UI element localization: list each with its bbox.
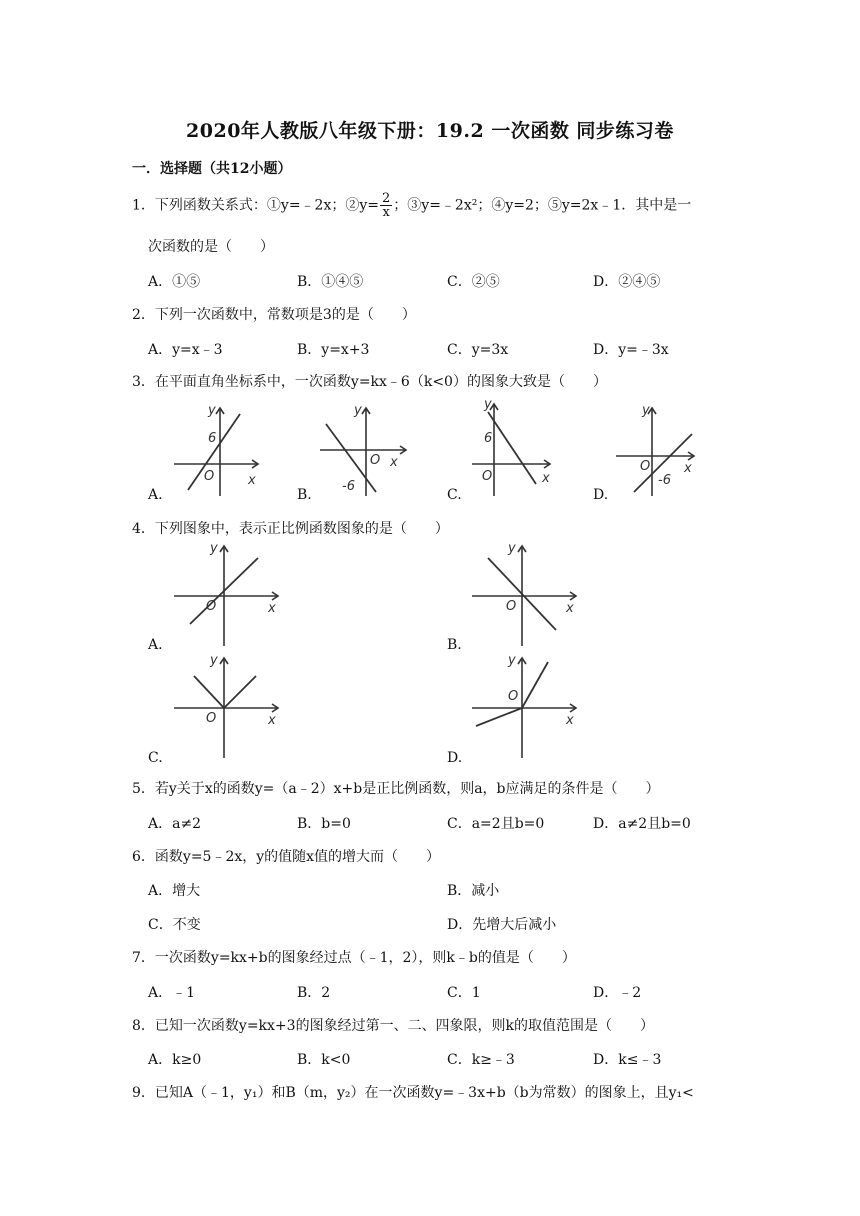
origin-label: O	[508, 689, 519, 704]
axis-y-label: y	[484, 397, 492, 412]
q7-option-d[interactable]: D．﹣2	[593, 985, 642, 1001]
q6-option-c[interactable]: C．不变	[148, 917, 201, 933]
q4-option-c[interactable]: C.	[148, 750, 163, 766]
question-5: 5．若y关于x的函数y=（a﹣2）x+b是正比例函数，则a，b应满足的条件是（ ）	[132, 781, 660, 797]
q5-option-c[interactable]: C．a=2且b=0	[447, 816, 545, 832]
question-8: 8．已知一次函数y=kx+3的图象经过第一、二、四象限，则k的取值范围是（ ）	[132, 1018, 655, 1034]
axis-x-label: x	[268, 601, 276, 616]
axis-y-label: y	[508, 653, 516, 668]
origin-label: O	[370, 453, 381, 468]
question-7: 7．一次函数y=kx+b的图象经过点（﹣1，2），则k﹣b的值是（ ）	[132, 950, 576, 966]
axis-x-label: x	[390, 455, 398, 470]
q5-option-d[interactable]: D．a≠2且b=0	[593, 816, 691, 832]
question-4: 4．下列图象中，表示正比例函数图象的是（ ）	[132, 521, 449, 537]
axis-x-label: x	[268, 713, 276, 728]
question-1	[132, 192, 691, 219]
axis-y-label: y	[642, 403, 650, 418]
origin-label: O	[204, 469, 215, 484]
origin-label: O	[482, 469, 493, 484]
question-1-line2: 次函数的是（ ）	[148, 239, 274, 255]
axis-y-label: y	[354, 403, 362, 418]
axis-x-label: x	[542, 471, 550, 486]
q3-option-a[interactable]: A.	[148, 487, 163, 503]
origin-label: O	[206, 711, 217, 726]
axis-y-label: y	[210, 653, 218, 668]
q4-graph-c	[172, 650, 292, 760]
question-2: 2．下列一次函数中，常数项是3的是（ ）	[132, 307, 416, 323]
q4-graph-b	[470, 538, 590, 648]
q4-option-b[interactable]: B.	[447, 637, 462, 653]
question-1-text-a: 1．下列函数关系式：①y=﹣2x；②y=	[132, 197, 379, 214]
fraction-numerator: 2	[382, 191, 391, 206]
q3-option-b[interactable]: B.	[297, 487, 312, 503]
intercept-label: -6	[342, 479, 355, 494]
q2-option-a[interactable]: A．y=x﹣3	[148, 342, 223, 358]
q1-option-b[interactable]: B．①④⑤	[297, 274, 364, 290]
q3-graph-c	[470, 394, 570, 498]
q4-graph-a	[172, 538, 292, 648]
q1-option-a[interactable]: A．①⑤	[148, 274, 201, 290]
intercept-label: 6	[208, 431, 217, 446]
q6-option-d[interactable]: D．先增大后减小	[447, 917, 557, 933]
q2-option-c[interactable]: C．y=3x	[447, 342, 509, 358]
q6-option-a[interactable]: A．增大	[148, 883, 201, 899]
q7-option-b[interactable]: B．2	[297, 985, 331, 1001]
axis-x-label: x	[684, 461, 692, 476]
q7-option-c[interactable]: C．1	[447, 985, 481, 1001]
q2-option-b[interactable]: B．y=x+3	[297, 342, 370, 358]
q3-option-d[interactable]: D.	[593, 487, 609, 503]
q6-option-b[interactable]: B．减小	[447, 883, 500, 899]
origin-label: O	[206, 599, 217, 614]
intercept-label: 6	[484, 431, 493, 446]
q1-option-c[interactable]: C．②⑤	[447, 274, 500, 290]
axis-x-label: x	[566, 713, 574, 728]
q8-option-a[interactable]: A．k≥0	[148, 1052, 202, 1068]
q3-graph-d	[612, 398, 712, 498]
q3-graph-b	[318, 398, 418, 498]
axis-x-label: x	[248, 473, 256, 488]
q8-option-c[interactable]: C．k≥﹣3	[447, 1052, 515, 1068]
q8-option-b[interactable]: B．k<0	[297, 1052, 351, 1068]
q3-graph-a	[170, 398, 270, 498]
fraction-denominator: x	[382, 205, 390, 220]
question-1-fraction	[380, 192, 392, 219]
question-1-text-b: ；③y=﹣2x²；④y=2；⑤y=2x﹣1．其中是一	[393, 197, 692, 214]
question-9: 9．已知A（﹣1，y₁）和B（m，y₂）在一次函数y=﹣3x+b（b为常数）的图象上，且y₁<	[132, 1085, 694, 1101]
q5-option-a[interactable]: A．a≠2	[148, 816, 202, 832]
q3-option-c[interactable]: C.	[447, 487, 462, 503]
question-6: 6．函数y=5﹣2x，y的值随x值的增大而（ ）	[132, 849, 441, 865]
section-heading: 一．选择题（共12小题）	[132, 161, 292, 177]
intercept-label: -6	[658, 473, 671, 488]
axis-y-label: y	[208, 403, 216, 418]
axis-x-label: x	[566, 601, 574, 616]
q8-option-d[interactable]: D．k≤﹣3	[593, 1052, 662, 1068]
q2-option-d[interactable]: D．y=﹣3x	[593, 342, 669, 358]
origin-label: O	[506, 599, 517, 614]
q4-option-d[interactable]: D.	[447, 750, 463, 766]
q5-option-b[interactable]: B．b=0	[297, 816, 351, 832]
question-3: 3．在平面直角坐标系中，一次函数y=kx﹣6（k<0）的图象大致是（ ）	[132, 374, 607, 390]
q1-option-d[interactable]: D．②④⑤	[593, 274, 661, 290]
origin-label: O	[640, 459, 651, 474]
q4-graph-d	[470, 650, 590, 760]
page-title: 2020年人教版八年级下册：19.2 一次函数 同步练习卷	[186, 120, 674, 142]
axis-y-label: y	[210, 541, 218, 556]
q7-option-a[interactable]: A．﹣1	[148, 985, 196, 1001]
q4-option-a[interactable]: A.	[148, 637, 163, 653]
axis-y-label: y	[508, 541, 516, 556]
